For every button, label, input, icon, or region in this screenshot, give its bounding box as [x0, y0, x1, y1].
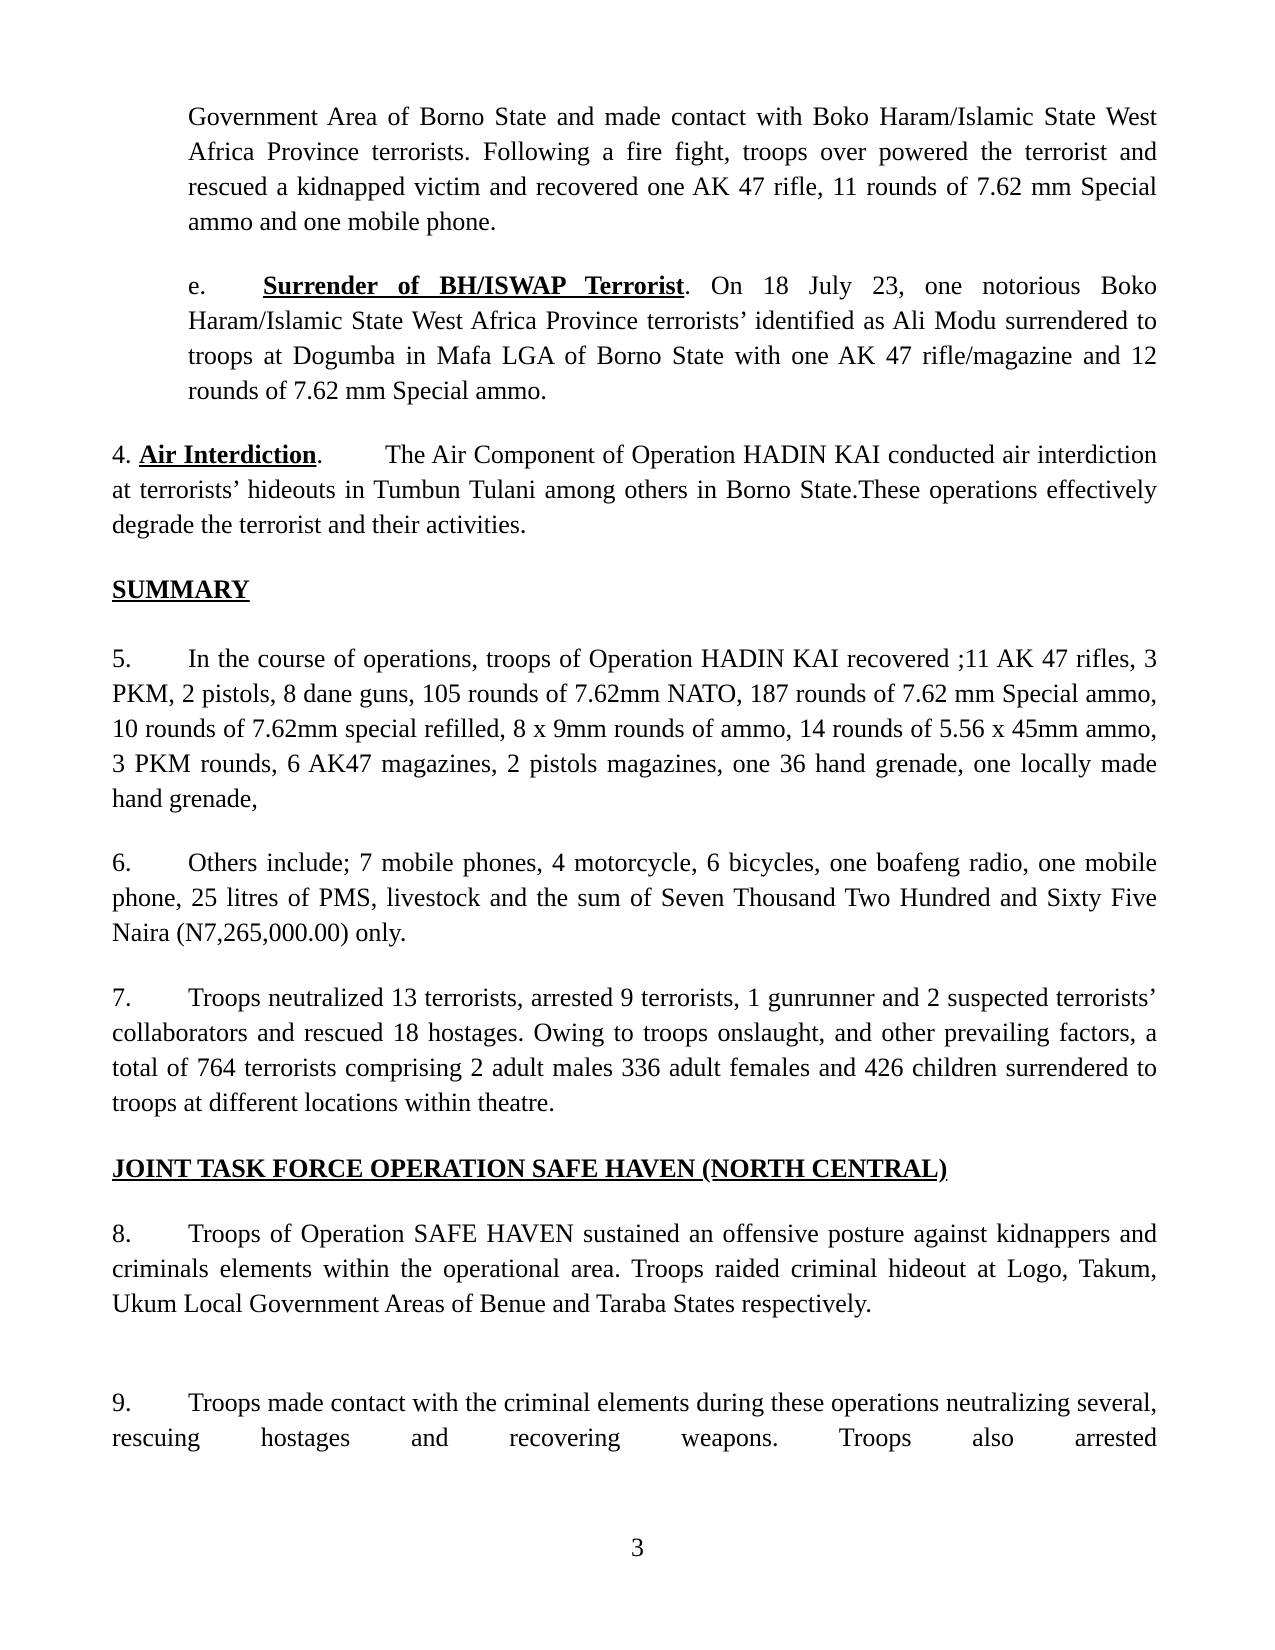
paragraph-8 [112, 1216, 1157, 1321]
paragraph-e-title: Surrender of BH/ISWAP Terrorist [263, 271, 685, 300]
paragraph-7-text: Troops neutralized 13 terrorists, arrested 9 terrorists, 1 gunrunner and 2 suspected terrorists’ collaborators and rescued 18 hostages. Owing to troops onslaught, and other prevailing factors, a total of 764 terrorists comprising 2 adult males 336 adult females and 426 children surrendered to troops at different locations within theatre. [112, 983, 1157, 1117]
paragraph-4 [112, 437, 1157, 542]
paragraph-4-text: The Air Component of Operation HADIN KAI conducted air interdiction at terrorists’ hideouts in Tumbun Tulani among others in Borno State.These operations effectively degrade the terrorist and their activities. [112, 440, 1158, 539]
paragraph-6-text: Others include; 7 mobile phones, 4 motorcycle, 6 bicycles, one boafeng radio, one mobile phone, 25 litres of PMS, livestock and the sum of Seven Thousand Two Hundred and Sixty Five Naira (N7,265,000.00) only. [112, 848, 1157, 947]
paragraph-e-text: . On 18 July 23, one notorious Boko Haram/Islamic State West Africa Province terrorists’ identified as Ali Modu surrendered to troops at Dogumba in Mafa LGA of Borno State with one AK 47 rifle/magazine and 12 rounds of 7.62 mm Special ammo. [188, 271, 1157, 405]
paragraph-5-number: 5. [112, 644, 132, 673]
heading-summary: SUMMARY [112, 575, 250, 604]
paragraph-8-text: Troops of Operation SAFE HAVEN sustained an offensive posture against kidnappers and criminals elements within the operational area. Troops raided criminal hideout at Logo, Takum, Ukum Local Government Areas of Benue and Taraba States respectively. [112, 1219, 1157, 1318]
paragraph-6 [112, 845, 1157, 950]
paragraph-5 [112, 641, 1157, 816]
paragraph-9-number: 9. [112, 1388, 132, 1417]
heading-jtf-safe-haven: JOINT TASK FORCE OPERATION SAFE HAVEN (NORTH CENTRAL) [112, 1154, 948, 1183]
paragraph-9-text: Troops made contact with the criminal elements during these operations neutralizing several, rescuing hostages and recovering weapons. Troops also arrested [112, 1388, 1157, 1452]
paragraph-e-label: e. [188, 271, 207, 300]
paragraph-4-title: Air Interdiction [139, 440, 317, 469]
paragraph-5-text: In the course of operations, troops of Operation HADIN KAI recovered ;11 AK 47 rifles, 3 PKM, 2 pistols, 8 dane guns, 105 rounds of 7.62mm NATO, 187 rounds of 7.62 mm Special ammo, 10 rounds of 7.62mm special refilled, 8 x 9mm rounds of ammo, 14 rounds of 5.56 x 45mm ammo, 3 PKM rounds, 6 AK47 magazines, 2 pistols magazines, one 36 hand grenade, one locally made hand grenade, [112, 644, 1157, 813]
paragraph-e [188, 268, 1157, 408]
page-number: 3 [631, 1533, 644, 1562]
paragraph-d-continuation [188, 99, 1157, 239]
paragraph-8-number: 8. [112, 1219, 132, 1248]
paragraph-7-number: 7. [112, 983, 132, 1012]
paragraph-4-number: 4. [112, 440, 132, 469]
paragraph-d-text: Government Area of Borno State and made contact with Boko Haram/Islamic State West Africa Province terrorists. Following a fire fight, troops over powered the terrorist and rescued a kidnapped victim and recovered one AK 47 rifle, 11 rounds of 7.62 mm Special ammo and one mobile phone. [188, 102, 1157, 236]
paragraph-7 [112, 980, 1157, 1120]
paragraph-9 [112, 1385, 1157, 1455]
paragraph-4-title-period: . [316, 440, 323, 469]
paragraph-6-number: 6. [112, 848, 132, 877]
